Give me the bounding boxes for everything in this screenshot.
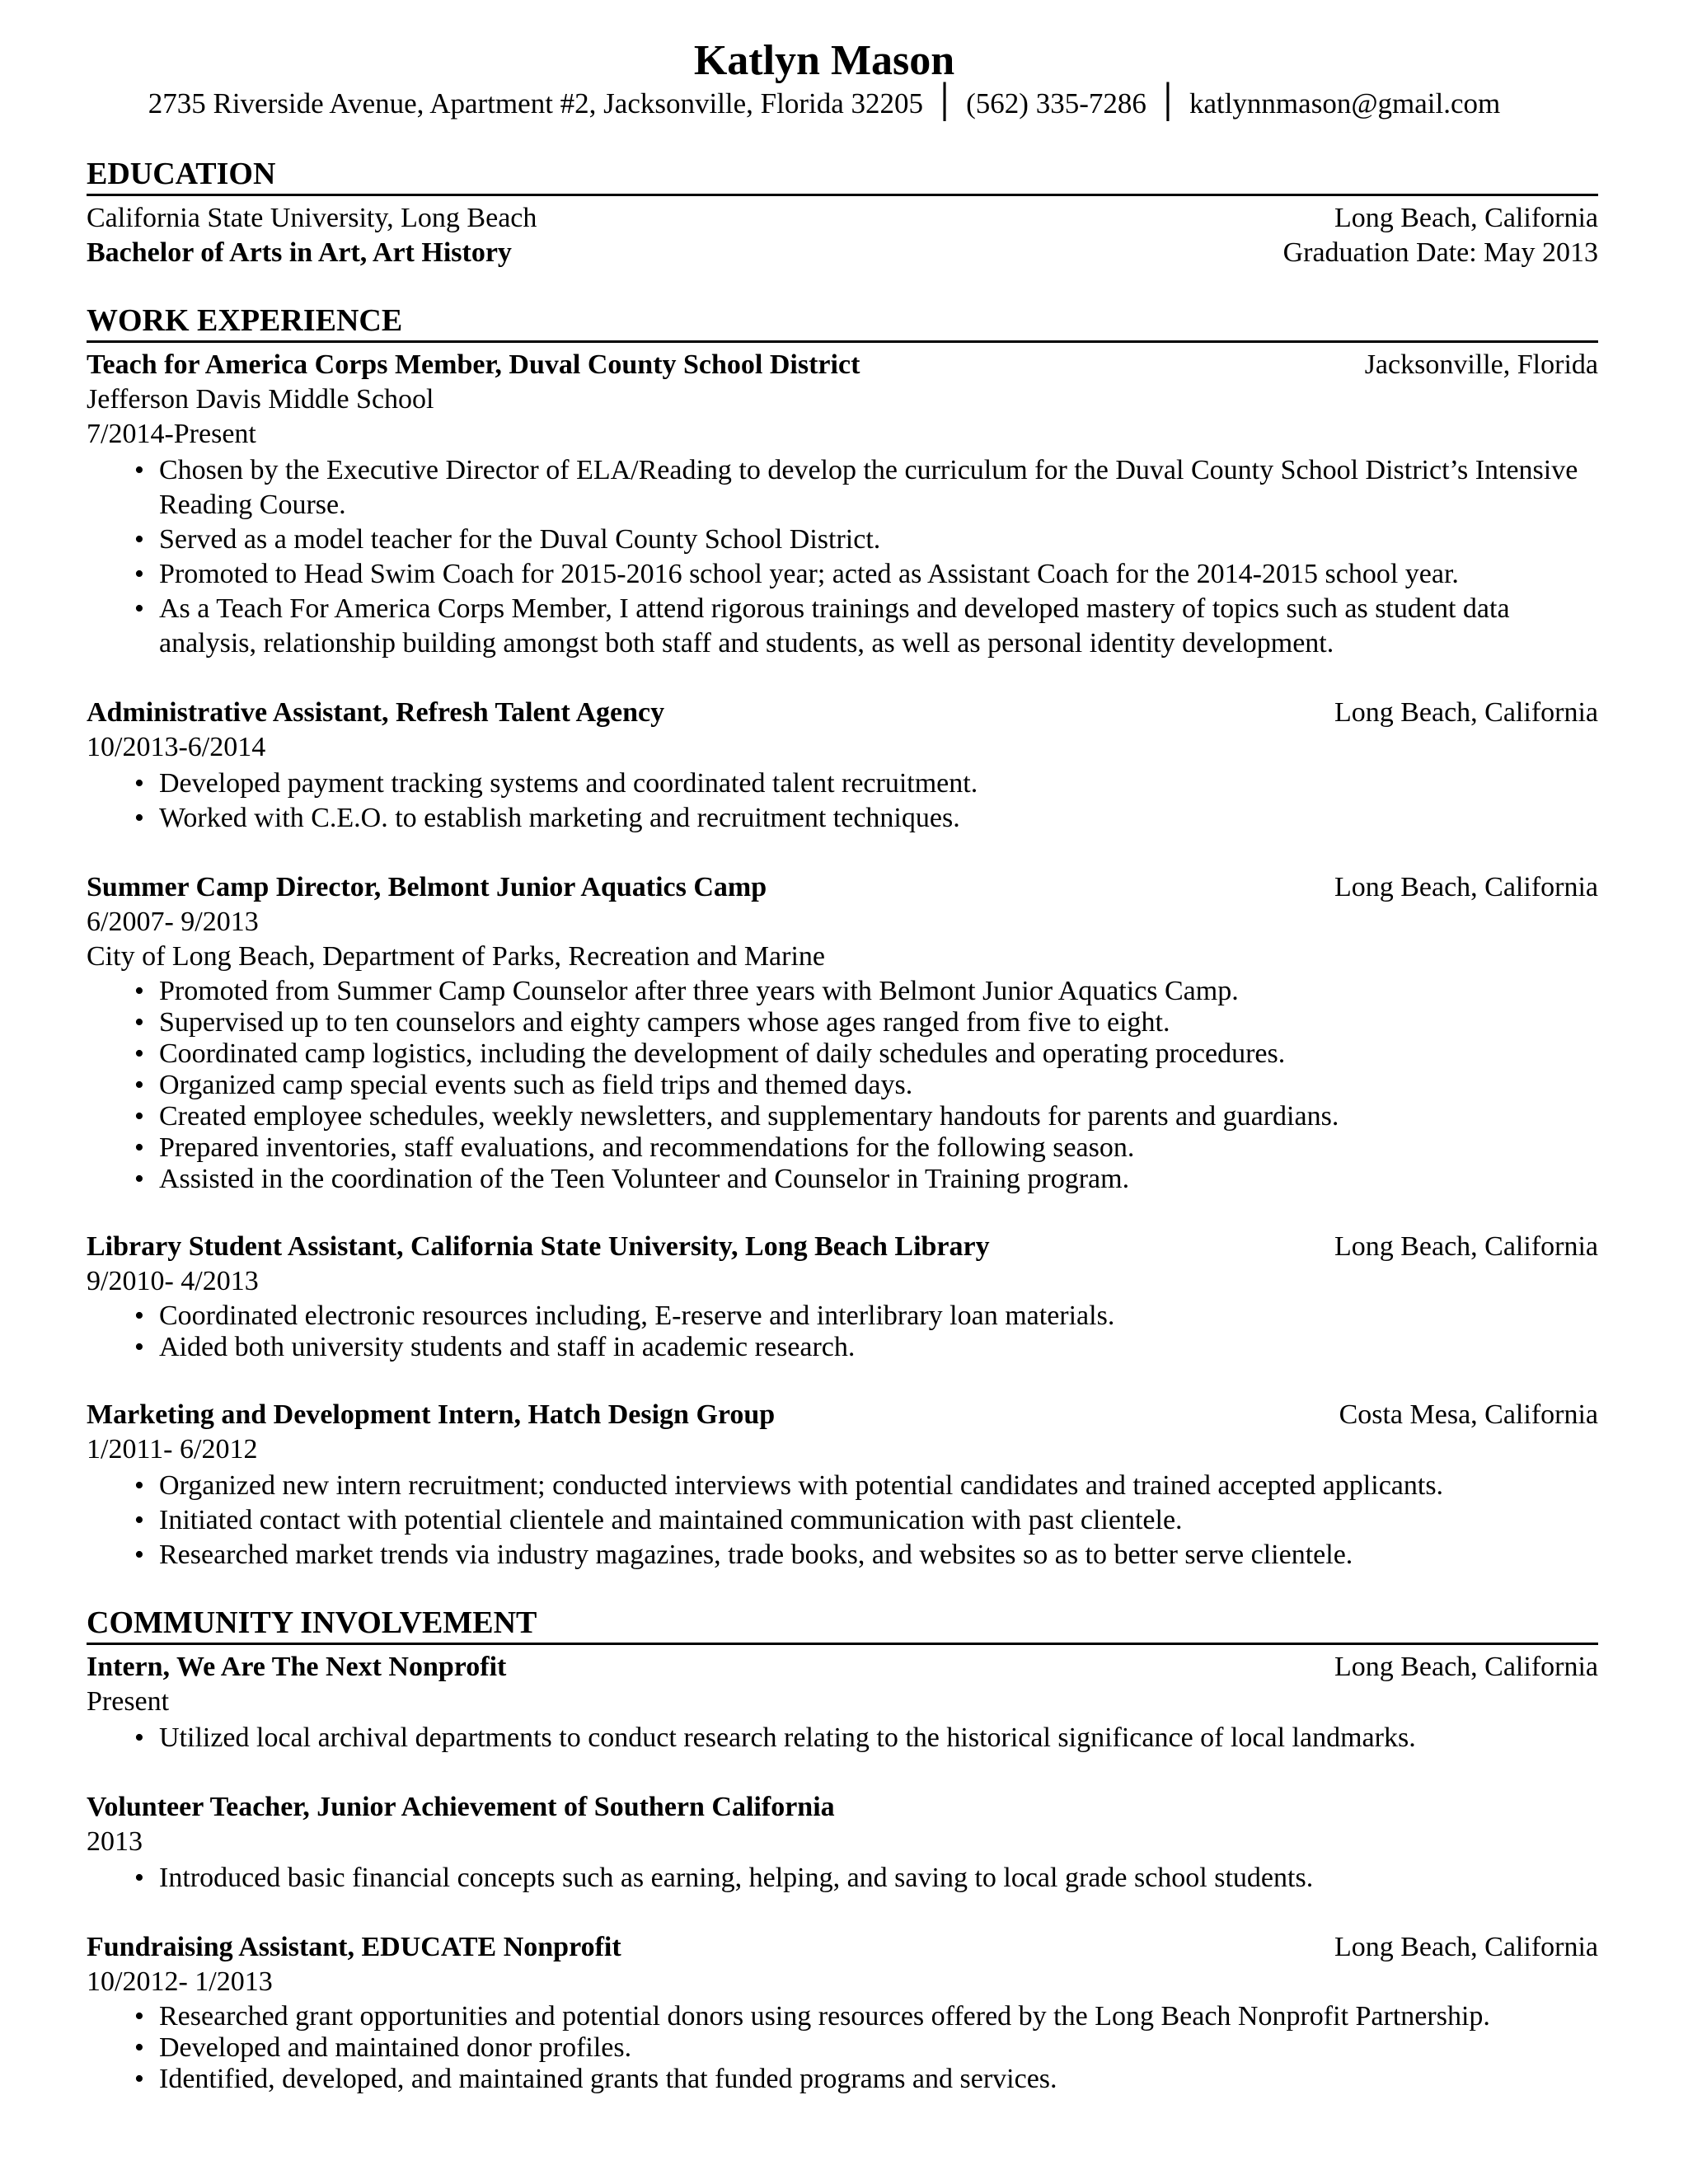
community-bullets [87, 1721, 1598, 1755]
bullet-item: • Assisted in the coordination of the Teen Volunteer and Counselor in Training program. [159, 1164, 1598, 1195]
job-location: Long Beach, California [1334, 872, 1598, 902]
job-dates: 1/2011- 6/2012 [87, 1434, 258, 1465]
community-bullets [87, 1861, 1598, 1896]
bullet-item: • Developed and maintained donor profiles. [159, 2032, 1598, 2064]
job-location: Jacksonville, Florida [1364, 349, 1598, 380]
job-entry [87, 870, 1598, 1195]
bullet-item: • Worked with C.E.O. to establish marketing and recruitment techniques. [159, 801, 1598, 836]
address: 2735 Riverside Avenue, Apartment #2, Jacksonville, Florida 32205 [148, 87, 924, 120]
community-entry [87, 1930, 1598, 2095]
community-title-row [87, 1930, 1598, 1965]
resume-content [87, 157, 1598, 2095]
community-role: Volunteer Teacher, Junior Achievement of Southern California [87, 1792, 835, 1822]
job-bullets [87, 453, 1598, 661]
community-dates: Present [87, 1686, 170, 1717]
bullet-item: • Initiated contact with potential clientele and maintained communication with past clientele. [159, 1503, 1598, 1538]
candidate-name: Katlyn Mason [693, 37, 955, 84]
job-role: Library Student Assistant, California State University, Long Beach Library [87, 1231, 990, 1262]
community-role: Intern, We Are The Next Nonprofit [87, 1652, 507, 1682]
bullet-item: • Supervised up to ten counselors and eighty campers whose ages ranged from five to eight. [159, 1007, 1598, 1038]
community-title-row [87, 1790, 1598, 1825]
community-entry [87, 1790, 1598, 1896]
community-dates: 10/2012- 1/2013 [87, 1966, 273, 1997]
education-school-row [87, 201, 1598, 236]
bullet-item: • As a Teach For America Corps Member, I attend rigorous trainings and developed mastery of topics such as student data analysis, relationship building amongst both staff and students, as well as personal identity development. [159, 592, 1598, 661]
job-dates: 6/2007- 9/2013 [87, 907, 259, 937]
graduation-date: Graduation Date: May 2013 [1282, 237, 1598, 268]
bullet-item: • Organized new intern recruitment; conducted interviews with potential candidates and trained accepted applicants. [159, 1469, 1598, 1503]
work-heading: WORK EXPERIENCE [87, 303, 1598, 343]
job-dates: 7/2014-Present [87, 419, 256, 449]
email: katlynnmason@gmail.com [1189, 87, 1501, 120]
bullet-item: • Created employee schedules, weekly newsletters, and supplementary handouts for parents and guardians. [159, 1101, 1598, 1132]
school-name: California State University, Long Beach [87, 203, 537, 233]
degree: Bachelor of Arts in Art, Art History [87, 237, 512, 268]
job-bullets [87, 976, 1598, 1195]
job-dates: 10/2013-6/2014 [87, 732, 266, 762]
job-role: Teach for America Corps Member, Duval County School District [87, 349, 860, 380]
job-bullets [87, 1301, 1598, 1363]
separator-2: │ [1157, 83, 1178, 121]
bullet-item: • Coordinated electronic resources including, E-reserve and interlibrary loan materials. [159, 1301, 1598, 1332]
bullet-item: • Promoted from Summer Camp Counselor after three years with Belmont Junior Aquatics Camp. [159, 976, 1598, 1007]
school-location: Long Beach, California [1334, 203, 1598, 233]
job-entry [87, 348, 1598, 661]
job-role: Summer Camp Director, Belmont Junior Aquatics Camp [87, 872, 767, 902]
community-heading: COMMUNITY INVOLVEMENT [87, 1605, 1598, 1645]
community-dates: 2013 [87, 1826, 143, 1857]
job-title-row [87, 348, 1598, 382]
bullet-item: • Introduced basic financial concepts such as earning, helping, and saving to local grade school students. [159, 1861, 1598, 1896]
job-location: Costa Mesa, California [1339, 1399, 1598, 1430]
community-title-row [87, 1650, 1598, 1685]
community-location: Long Beach, California [1334, 1652, 1598, 1682]
separator-1: │ [935, 83, 955, 121]
job-entry [87, 1230, 1598, 1363]
bullet-item: • Researched grant opportunities and potential donors using resources offered by the Long Beach Nonprofit Partnership. [159, 2001, 1598, 2032]
job-entry [87, 696, 1598, 836]
job-location: Long Beach, California [1334, 697, 1598, 728]
community-role: Fundraising Assistant, EDUCATE Nonprofit [87, 1932, 621, 1962]
job-title-row [87, 1398, 1598, 1432]
community-bullets [87, 2001, 1598, 2095]
bullet-item: • Utilized local archival departments to conduct research relating to the historical significance of local landmarks. [159, 1721, 1598, 1755]
education-heading: EDUCATION [87, 157, 1598, 196]
community-location: Long Beach, California [1334, 1932, 1598, 1962]
bullet-item: • Promoted to Head Swim Coach for 2015-2016 school year; acted as Assistant Coach for the 2014-2015 school year. [159, 557, 1598, 592]
bullet-item: • Aided both university students and staff in academic research. [159, 1332, 1598, 1363]
bullet-item: • Researched market trends via industry magazines, trade books, and websites so as to better serve clientele. [159, 1538, 1598, 1572]
bullet-item: • Chosen by the Executive Director of ELA/Reading to develop the curriculum for the Duval County School District’s Intensive Reading Course. [159, 453, 1598, 523]
phone: (562) 335-7286 [966, 87, 1146, 120]
job-dates: 9/2010- 4/2013 [87, 1266, 259, 1296]
contact-line [0, 85, 1648, 121]
job-title-row [87, 696, 1598, 730]
job-org: City of Long Beach, Department of Parks, Recreation and Marine [87, 941, 826, 972]
bullet-item: • Coordinated camp logistics, including the development of daily schedules and operating procedures. [159, 1038, 1598, 1070]
job-title-row [87, 870, 1598, 905]
bullet-item: • Organized camp special events such as field trips and themed days. [159, 1070, 1598, 1101]
bullet-item: • Developed payment tracking systems and coordinated talent recruitment. [159, 766, 1598, 801]
job-bullets [87, 766, 1598, 836]
job-org: Jefferson Davis Middle School [87, 384, 434, 415]
job-location: Long Beach, California [1334, 1231, 1598, 1262]
job-role: Marketing and Development Intern, Hatch Design Group [87, 1399, 776, 1430]
bullet-item: • Prepared inventories, staff evaluations, and recommendations for the following season. [159, 1132, 1598, 1164]
education-degree-row [87, 236, 1598, 270]
job-role: Administrative Assistant, Refresh Talent Agency [87, 697, 665, 728]
job-entry [87, 1398, 1598, 1572]
community-entry [87, 1650, 1598, 1755]
bullet-item: • Identified, developed, and maintained grants that funded programs and services. [159, 2064, 1598, 2095]
bullet-item: • Served as a model teacher for the Duval County School District. [159, 523, 1598, 557]
job-title-row [87, 1230, 1598, 1264]
job-bullets [87, 1469, 1598, 1572]
